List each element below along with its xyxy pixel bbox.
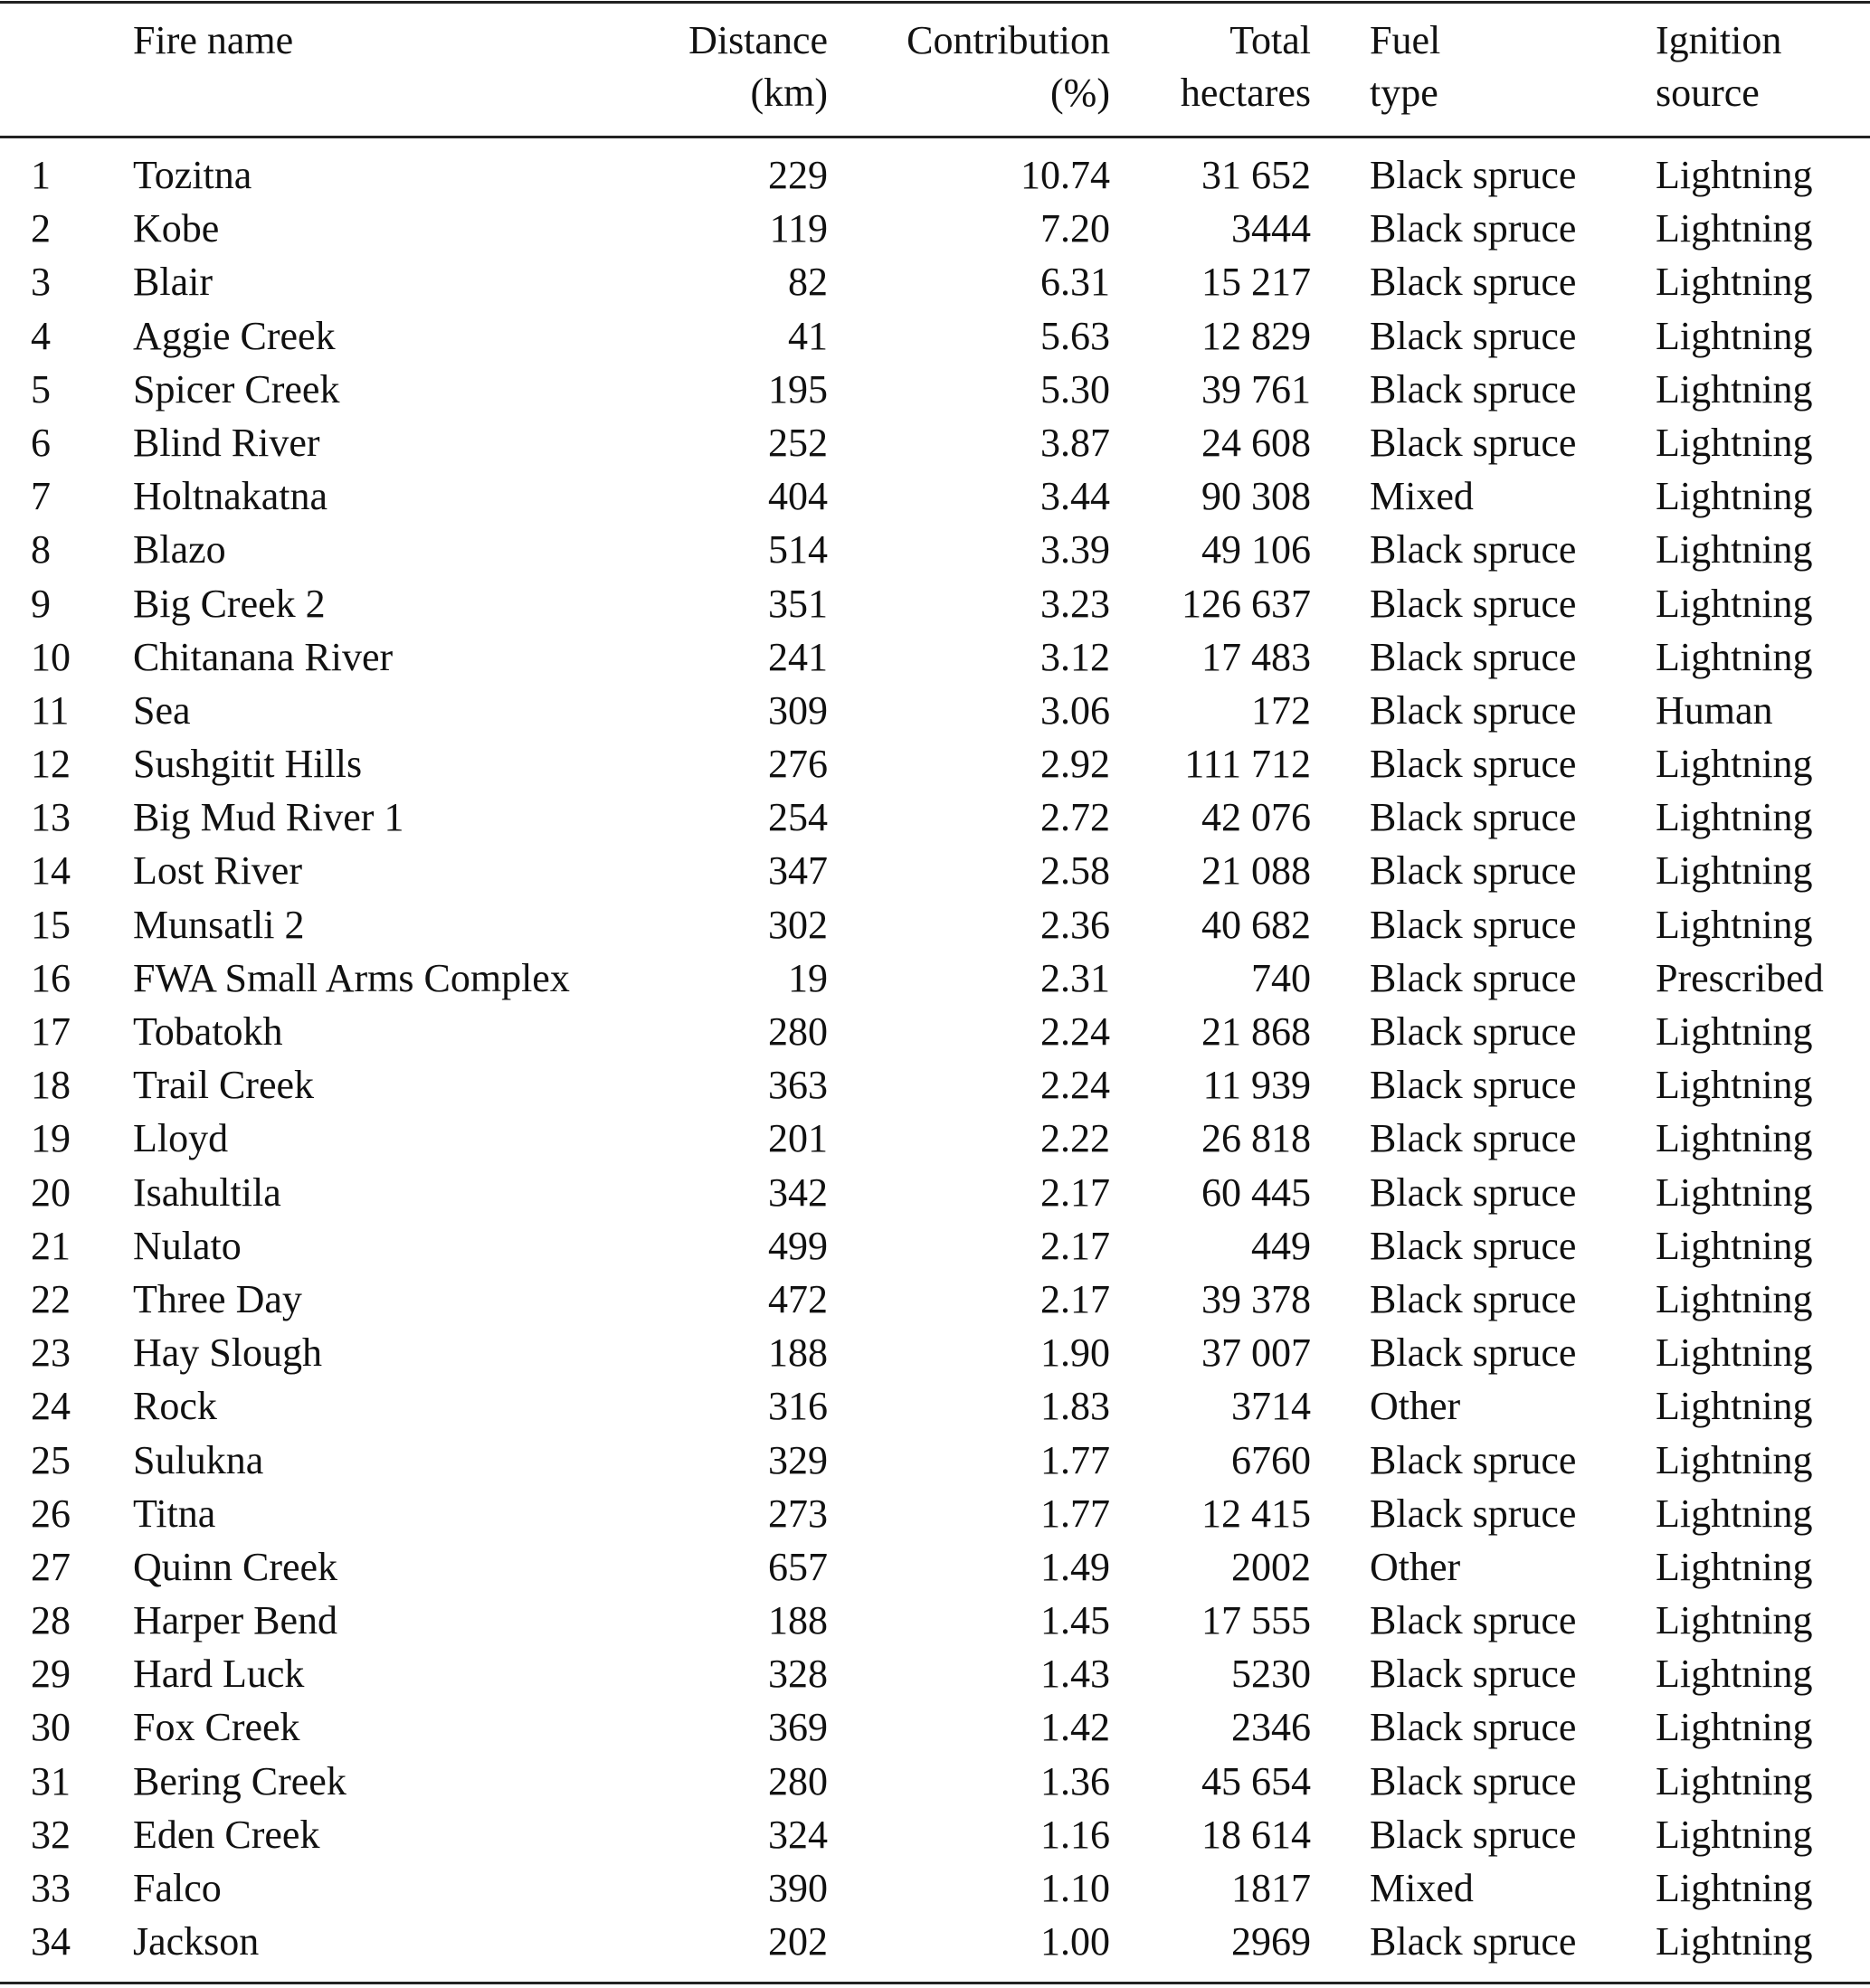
- table-row: [0, 363, 1870, 416]
- distance-cell: 41: [788, 313, 828, 358]
- fuel-type-cell: Black spruce: [1370, 153, 1577, 197]
- row-index: 12: [31, 742, 71, 787]
- table-header-rule: [0, 136, 1870, 138]
- header-contribution-line2: (%): [1050, 71, 1110, 115]
- ignition-source-cell: Lightning: [1656, 1491, 1813, 1536]
- contribution-cell: 2.36: [1040, 902, 1110, 947]
- ignition-source-cell: Lightning: [1656, 848, 1813, 894]
- table-row: [0, 1755, 1870, 1808]
- total-hectares-cell: 3714: [1231, 1384, 1311, 1429]
- total-hectares-cell: 111 712: [1184, 742, 1311, 787]
- table-row: [0, 737, 1870, 790]
- fuel-type-cell: Other: [1370, 1544, 1461, 1589]
- row-index: 6: [31, 420, 51, 465]
- ignition-source-cell: Lightning: [1656, 795, 1813, 840]
- fuel-type-cell: Black spruce: [1370, 581, 1577, 626]
- fire-name-cell: Three Day: [133, 1276, 302, 1321]
- distance-cell: 514: [768, 527, 828, 573]
- fuel-type-cell: Black spruce: [1370, 848, 1577, 894]
- fire-name-cell: Hay Slough: [133, 1330, 322, 1376]
- table-row: [0, 1540, 1870, 1594]
- table-row: [0, 309, 1870, 363]
- table-row: [0, 1005, 1870, 1058]
- table-row: [0, 1700, 1870, 1754]
- distance-cell: 404: [768, 474, 828, 519]
- row-index: 25: [31, 1437, 71, 1482]
- table-row: [0, 202, 1870, 255]
- ignition-source-cell: Lightning: [1656, 206, 1813, 251]
- distance-cell: 280: [768, 1009, 828, 1054]
- row-index: 15: [31, 902, 71, 947]
- table-row: [0, 1647, 1870, 1700]
- table-row: [0, 148, 1870, 202]
- header-distance: [688, 14, 828, 119]
- fire-name-cell: Spicer Creek: [133, 366, 340, 412]
- table-row: [0, 416, 1870, 469]
- total-hectares-cell: 5230: [1231, 1652, 1311, 1697]
- ignition-source-cell: Lightning: [1656, 1384, 1813, 1429]
- ignition-source-cell: Lightning: [1656, 1063, 1813, 1108]
- fire-name-cell: Tozitna: [133, 153, 252, 197]
- row-index: 17: [31, 1009, 71, 1054]
- fire-name-cell: Titna: [133, 1491, 216, 1536]
- table-row: [0, 790, 1870, 844]
- row-index: 3: [31, 260, 51, 305]
- contribution-cell: 2.17: [1040, 1223, 1110, 1268]
- total-hectares-cell: 12 415: [1201, 1491, 1311, 1536]
- fire-name-cell: Eden Creek: [133, 1812, 320, 1857]
- total-hectares-cell: 60 445: [1201, 1169, 1311, 1215]
- fuel-type-cell: Black spruce: [1370, 527, 1577, 573]
- distance-cell: 19: [788, 955, 828, 1000]
- row-index: 1: [31, 153, 51, 197]
- row-index: 4: [31, 313, 51, 358]
- row-index: 9: [31, 581, 51, 626]
- fire-name-cell: Big Creek 2: [133, 581, 326, 626]
- total-hectares-cell: 49 106: [1201, 527, 1311, 573]
- fire-name-cell: FWA Small Arms Complex: [133, 955, 570, 1000]
- row-index: 31: [31, 1758, 71, 1803]
- fire-name-cell: Isahultila: [133, 1169, 281, 1215]
- ignition-source-cell: Lightning: [1656, 366, 1813, 412]
- header-fire-name: [133, 14, 293, 67]
- fire-name-cell: Kobe: [133, 206, 220, 251]
- ignition-source-cell: Lightning: [1656, 1116, 1813, 1161]
- fire-name-cell: Quinn Creek: [133, 1544, 338, 1589]
- fuel-type-cell: Black spruce: [1370, 1116, 1577, 1161]
- fire-name-cell: Munsatli 2: [133, 902, 305, 947]
- fuel-type-cell: Black spruce: [1370, 687, 1577, 733]
- fuel-type-cell: Black spruce: [1370, 795, 1577, 840]
- distance-cell: 342: [768, 1169, 828, 1215]
- total-hectares-cell: 740: [1251, 955, 1311, 1000]
- ignition-source-cell: Lightning: [1656, 902, 1813, 947]
- table-row: [0, 1808, 1870, 1861]
- distance-cell: 276: [768, 742, 828, 787]
- fire-name-cell: Trail Creek: [133, 1063, 315, 1108]
- contribution-cell: 2.17: [1040, 1276, 1110, 1321]
- fire-name-cell: Fox Creek: [133, 1705, 300, 1750]
- total-hectares-cell: 17 555: [1201, 1598, 1311, 1643]
- distance-cell: 472: [768, 1276, 828, 1321]
- fire-name-cell: Bering Creek: [133, 1758, 346, 1803]
- contribution-cell: 2.58: [1040, 848, 1110, 894]
- table-row: [0, 523, 1870, 576]
- row-index: 11: [31, 687, 70, 733]
- row-index: 16: [31, 955, 71, 1000]
- contribution-cell: 1.77: [1040, 1437, 1110, 1482]
- fire-name-cell: Holtnakatna: [133, 474, 328, 519]
- header-fuel-type: [1370, 14, 1440, 119]
- distance-cell: 329: [768, 1437, 828, 1482]
- header-ignition-source-line2: source: [1656, 71, 1760, 115]
- distance-cell: 188: [768, 1330, 828, 1376]
- fuel-type-cell: Black spruce: [1370, 1812, 1577, 1857]
- ignition-source-cell: Lightning: [1656, 313, 1813, 358]
- table-row: [0, 1219, 1870, 1273]
- distance-cell: 195: [768, 366, 828, 412]
- table-row: [0, 630, 1870, 684]
- distance-cell: 119: [769, 206, 828, 251]
- fire-name-cell: Chitanana River: [133, 634, 394, 679]
- ignition-source-cell: Lightning: [1656, 1009, 1813, 1054]
- table-row: [0, 1273, 1870, 1326]
- total-hectares-cell: 449: [1251, 1223, 1311, 1268]
- fuel-type-cell: Black spruce: [1370, 1063, 1577, 1108]
- total-hectares-cell: 39 761: [1201, 366, 1311, 412]
- table-row: [0, 1058, 1870, 1112]
- distance-cell: 280: [768, 1758, 828, 1803]
- header-total-hectares: [1181, 14, 1311, 119]
- total-hectares-cell: 31 652: [1201, 153, 1311, 197]
- row-index: 18: [31, 1063, 71, 1108]
- fire-name-cell: Jackson: [133, 1919, 260, 1964]
- distance-cell: 273: [768, 1491, 828, 1536]
- contribution-cell: 1.90: [1040, 1330, 1110, 1376]
- fire-name-cell: Blair: [133, 260, 213, 305]
- table-row: [0, 1594, 1870, 1647]
- distance-cell: 229: [768, 153, 828, 197]
- distance-cell: 363: [768, 1063, 828, 1108]
- contribution-cell: 1.36: [1040, 1758, 1110, 1803]
- fuel-type-cell: Mixed: [1370, 474, 1474, 519]
- distance-cell: 347: [768, 848, 828, 894]
- ignition-source-cell: Lightning: [1656, 581, 1813, 626]
- distance-cell: 302: [768, 902, 828, 947]
- contribution-cell: 2.31: [1040, 955, 1110, 1000]
- contribution-cell: 3.12: [1040, 634, 1110, 679]
- ignition-source-cell: Prescribed: [1656, 955, 1824, 1000]
- distance-cell: 316: [768, 1384, 828, 1429]
- fire-name-cell: Aggie Creek: [133, 313, 336, 358]
- fuel-type-cell: Black spruce: [1370, 955, 1577, 1000]
- ignition-source-cell: Lightning: [1656, 1652, 1813, 1697]
- total-hectares-cell: 126 637: [1182, 581, 1311, 626]
- contribution-cell: 2.24: [1040, 1063, 1110, 1108]
- header-total-hectares-line1: Total: [1229, 18, 1311, 62]
- row-index: 33: [31, 1866, 71, 1910]
- fire-name-cell: Harper Bend: [133, 1598, 338, 1643]
- fuel-type-cell: Black spruce: [1370, 634, 1577, 679]
- contribution-cell: 5.63: [1040, 313, 1110, 358]
- ignition-source-cell: Lightning: [1656, 634, 1813, 679]
- ignition-source-cell: Lightning: [1656, 527, 1813, 573]
- contribution-cell: 1.00: [1040, 1919, 1110, 1964]
- row-index: 29: [31, 1652, 71, 1697]
- total-hectares-cell: 2346: [1231, 1705, 1311, 1750]
- header-fuel-type-line2: type: [1370, 71, 1438, 115]
- distance-cell: 390: [768, 1866, 828, 1910]
- contribution-cell: 6.31: [1040, 260, 1110, 305]
- total-hectares-cell: 37 007: [1201, 1330, 1311, 1376]
- fuel-type-cell: Black spruce: [1370, 1919, 1577, 1964]
- row-index: 26: [31, 1491, 71, 1536]
- row-index: 19: [31, 1116, 71, 1161]
- fire-name-cell: Lost River: [133, 848, 302, 894]
- ignition-source-cell: Lightning: [1656, 1919, 1813, 1964]
- row-index: 27: [31, 1544, 71, 1589]
- contribution-cell: 1.45: [1040, 1598, 1110, 1643]
- contribution-cell: 2.92: [1040, 742, 1110, 787]
- total-hectares-cell: 2969: [1231, 1919, 1311, 1964]
- row-index: 14: [31, 848, 71, 894]
- distance-cell: 499: [768, 1223, 828, 1268]
- table-row: [0, 844, 1870, 897]
- row-index: 23: [31, 1330, 71, 1376]
- ignition-source-cell: Human: [1656, 687, 1773, 733]
- table-row: [0, 1434, 1870, 1487]
- fuel-type-cell: Mixed: [1370, 1866, 1474, 1910]
- distance-cell: 202: [768, 1919, 828, 1964]
- total-hectares-cell: 3444: [1231, 206, 1311, 251]
- contribution-cell: 1.49: [1040, 1544, 1110, 1589]
- fire-name-cell: Lloyd: [133, 1116, 229, 1161]
- ignition-source-cell: Lightning: [1656, 1866, 1813, 1910]
- ignition-source-cell: Lightning: [1656, 1169, 1813, 1215]
- fuel-type-cell: Black spruce: [1370, 1491, 1577, 1536]
- header-contribution: [907, 14, 1110, 119]
- total-hectares-cell: 2002: [1231, 1544, 1311, 1589]
- ignition-source-cell: Lightning: [1656, 1437, 1813, 1482]
- row-index: 5: [31, 366, 51, 412]
- table-row: [0, 684, 1870, 737]
- total-hectares-cell: 45 654: [1201, 1758, 1311, 1803]
- contribution-cell: 3.23: [1040, 581, 1110, 626]
- distance-cell: 201: [768, 1116, 828, 1161]
- total-hectares-cell: 15 217: [1201, 260, 1311, 305]
- header-fuel-type-line1: Fuel: [1370, 18, 1441, 62]
- fuel-type-cell: Black spruce: [1370, 1330, 1577, 1376]
- fuel-type-cell: Black spruce: [1370, 420, 1577, 465]
- row-index: 2: [31, 206, 51, 251]
- contribution-cell: 2.17: [1040, 1169, 1110, 1215]
- fire-name-cell: Tobatokh: [133, 1009, 283, 1054]
- total-hectares-cell: 26 818: [1201, 1116, 1311, 1161]
- header-fire-name-line1: Fire name: [133, 18, 294, 62]
- row-index: 13: [31, 795, 71, 840]
- contribution-cell: 3.06: [1040, 687, 1110, 733]
- distance-cell: 254: [768, 795, 828, 840]
- ignition-source-cell: Lightning: [1656, 1758, 1813, 1803]
- fire-name-cell: Nulato: [133, 1223, 242, 1268]
- distance-cell: 188: [768, 1598, 828, 1643]
- header-contribution-line1: Contribution: [907, 18, 1110, 62]
- contribution-cell: 5.30: [1040, 366, 1110, 412]
- row-index: 30: [31, 1705, 71, 1750]
- contribution-cell: 2.24: [1040, 1009, 1110, 1054]
- ignition-source-cell: Lightning: [1656, 1223, 1813, 1268]
- contribution-cell: 1.77: [1040, 1491, 1110, 1536]
- fuel-type-cell: Black spruce: [1370, 902, 1577, 947]
- contribution-cell: 3.44: [1040, 474, 1110, 519]
- header-ignition-source-line1: Ignition: [1656, 18, 1782, 62]
- fire-name-cell: Sulukna: [133, 1437, 264, 1482]
- distance-cell: 657: [768, 1544, 828, 1589]
- contribution-cell: 2.72: [1040, 795, 1110, 840]
- fuel-type-cell: Black spruce: [1370, 1276, 1577, 1321]
- fire-name-cell: Rock: [133, 1384, 217, 1429]
- fuel-type-cell: Black spruce: [1370, 1652, 1577, 1697]
- total-hectares-cell: 1817: [1231, 1866, 1311, 1910]
- row-index: 22: [31, 1276, 71, 1321]
- table-row: [0, 1487, 1870, 1540]
- fuel-type-cell: Black spruce: [1370, 1437, 1577, 1482]
- total-hectares-cell: 6760: [1231, 1437, 1311, 1482]
- fire-name-cell: Hard Luck: [133, 1652, 305, 1697]
- contribution-cell: 1.10: [1040, 1866, 1110, 1910]
- distance-cell: 309: [768, 687, 828, 733]
- fuel-type-cell: Black spruce: [1370, 260, 1577, 305]
- row-index: 8: [31, 527, 51, 573]
- total-hectares-cell: 21 088: [1201, 848, 1311, 894]
- fuel-type-cell: Black spruce: [1370, 1598, 1577, 1643]
- row-index: 21: [31, 1223, 71, 1268]
- total-hectares-cell: 12 829: [1201, 313, 1311, 358]
- row-index: 20: [31, 1169, 71, 1215]
- ignition-source-cell: Lightning: [1656, 260, 1813, 305]
- ignition-source-cell: Lightning: [1656, 1276, 1813, 1321]
- ignition-source-cell: Lightning: [1656, 474, 1813, 519]
- row-index: 34: [31, 1919, 71, 1964]
- distance-cell: 369: [768, 1705, 828, 1750]
- fuel-type-cell: Black spruce: [1370, 366, 1577, 412]
- total-hectares-cell: 18 614: [1201, 1812, 1311, 1857]
- table-row: [0, 469, 1870, 523]
- table-row: [0, 1379, 1870, 1433]
- table-row: [0, 577, 1870, 630]
- total-hectares-cell: 17 483: [1201, 634, 1311, 679]
- row-index: 24: [31, 1384, 71, 1429]
- contribution-cell: 7.20: [1040, 206, 1110, 251]
- total-hectares-cell: 21 868: [1201, 1009, 1311, 1054]
- row-index: 28: [31, 1598, 71, 1643]
- distance-cell: 328: [768, 1652, 828, 1697]
- table-row: [0, 951, 1870, 1005]
- contribution-cell: 1.43: [1040, 1652, 1110, 1697]
- ignition-source-cell: Lightning: [1656, 1705, 1813, 1750]
- ignition-source-cell: Lightning: [1656, 420, 1813, 465]
- fuel-type-cell: Black spruce: [1370, 1169, 1577, 1215]
- contribution-cell: 3.39: [1040, 527, 1110, 573]
- ignition-source-cell: Lightning: [1656, 742, 1813, 787]
- table-row: [0, 1166, 1870, 1219]
- ignition-source-cell: Lightning: [1656, 1812, 1813, 1857]
- contribution-cell: 1.42: [1040, 1705, 1110, 1750]
- fuel-type-cell: Black spruce: [1370, 1758, 1577, 1803]
- table-row: [0, 1861, 1870, 1915]
- header-distance-line1: Distance: [688, 18, 828, 62]
- table-row: [0, 255, 1870, 308]
- row-index: 7: [31, 474, 51, 519]
- fuel-type-cell: Black spruce: [1370, 742, 1577, 787]
- distance-cell: 82: [788, 260, 828, 305]
- distance-cell: 324: [768, 1812, 828, 1857]
- row-index: 32: [31, 1812, 71, 1857]
- fuel-type-cell: Black spruce: [1370, 1009, 1577, 1054]
- distance-cell: 252: [768, 420, 828, 465]
- fuel-type-cell: Black spruce: [1370, 313, 1577, 358]
- fire-name-cell: Falco: [133, 1866, 222, 1910]
- header-total-hectares-line2: hectares: [1180, 71, 1311, 115]
- fire-name-cell: Sea: [133, 687, 191, 733]
- table-bottom-rule: [0, 1982, 1870, 1984]
- fire-name-cell: Blind River: [133, 420, 320, 465]
- distance-cell: 241: [768, 634, 828, 679]
- row-index: 10: [31, 634, 71, 679]
- total-hectares-cell: 24 608: [1201, 420, 1311, 465]
- contribution-cell: 10.74: [1020, 153, 1110, 197]
- table-row: [0, 1915, 1870, 1968]
- fire-name-cell: Big Mud River 1: [133, 795, 404, 840]
- fuel-type-cell: Black spruce: [1370, 1705, 1577, 1750]
- contribution-cell: 3.87: [1040, 420, 1110, 465]
- distance-cell: 351: [768, 581, 828, 626]
- table-row: [0, 1112, 1870, 1165]
- fuel-type-cell: Black spruce: [1370, 206, 1577, 251]
- fuel-type-cell: Black spruce: [1370, 1223, 1577, 1268]
- table-row: [0, 898, 1870, 951]
- table-row: [0, 1326, 1870, 1379]
- table-header: [0, 0, 1870, 136]
- fire-name-cell: Blazo: [133, 527, 226, 573]
- total-hectares-cell: 11 939: [1202, 1063, 1311, 1108]
- header-ignition-source: [1656, 14, 1781, 119]
- contribution-cell: 1.16: [1040, 1812, 1110, 1857]
- ignition-source-cell: Lightning: [1656, 1330, 1813, 1376]
- header-distance-line2: (km): [750, 71, 828, 115]
- fire-name-cell: Sushgitit Hills: [133, 742, 363, 787]
- total-hectares-cell: 39 378: [1201, 1276, 1311, 1321]
- contribution-cell: 2.22: [1040, 1116, 1110, 1161]
- table-body: [0, 148, 1870, 1968]
- total-hectares-cell: 42 076: [1201, 795, 1311, 840]
- ignition-source-cell: Lightning: [1656, 1544, 1813, 1589]
- contribution-cell: 1.83: [1040, 1384, 1110, 1429]
- total-hectares-cell: 90 308: [1201, 474, 1311, 519]
- total-hectares-cell: 172: [1251, 687, 1311, 733]
- fuel-type-cell: Other: [1370, 1384, 1461, 1429]
- ignition-source-cell: Lightning: [1656, 1598, 1813, 1643]
- ignition-source-cell: Lightning: [1656, 153, 1813, 197]
- total-hectares-cell: 40 682: [1201, 902, 1311, 947]
